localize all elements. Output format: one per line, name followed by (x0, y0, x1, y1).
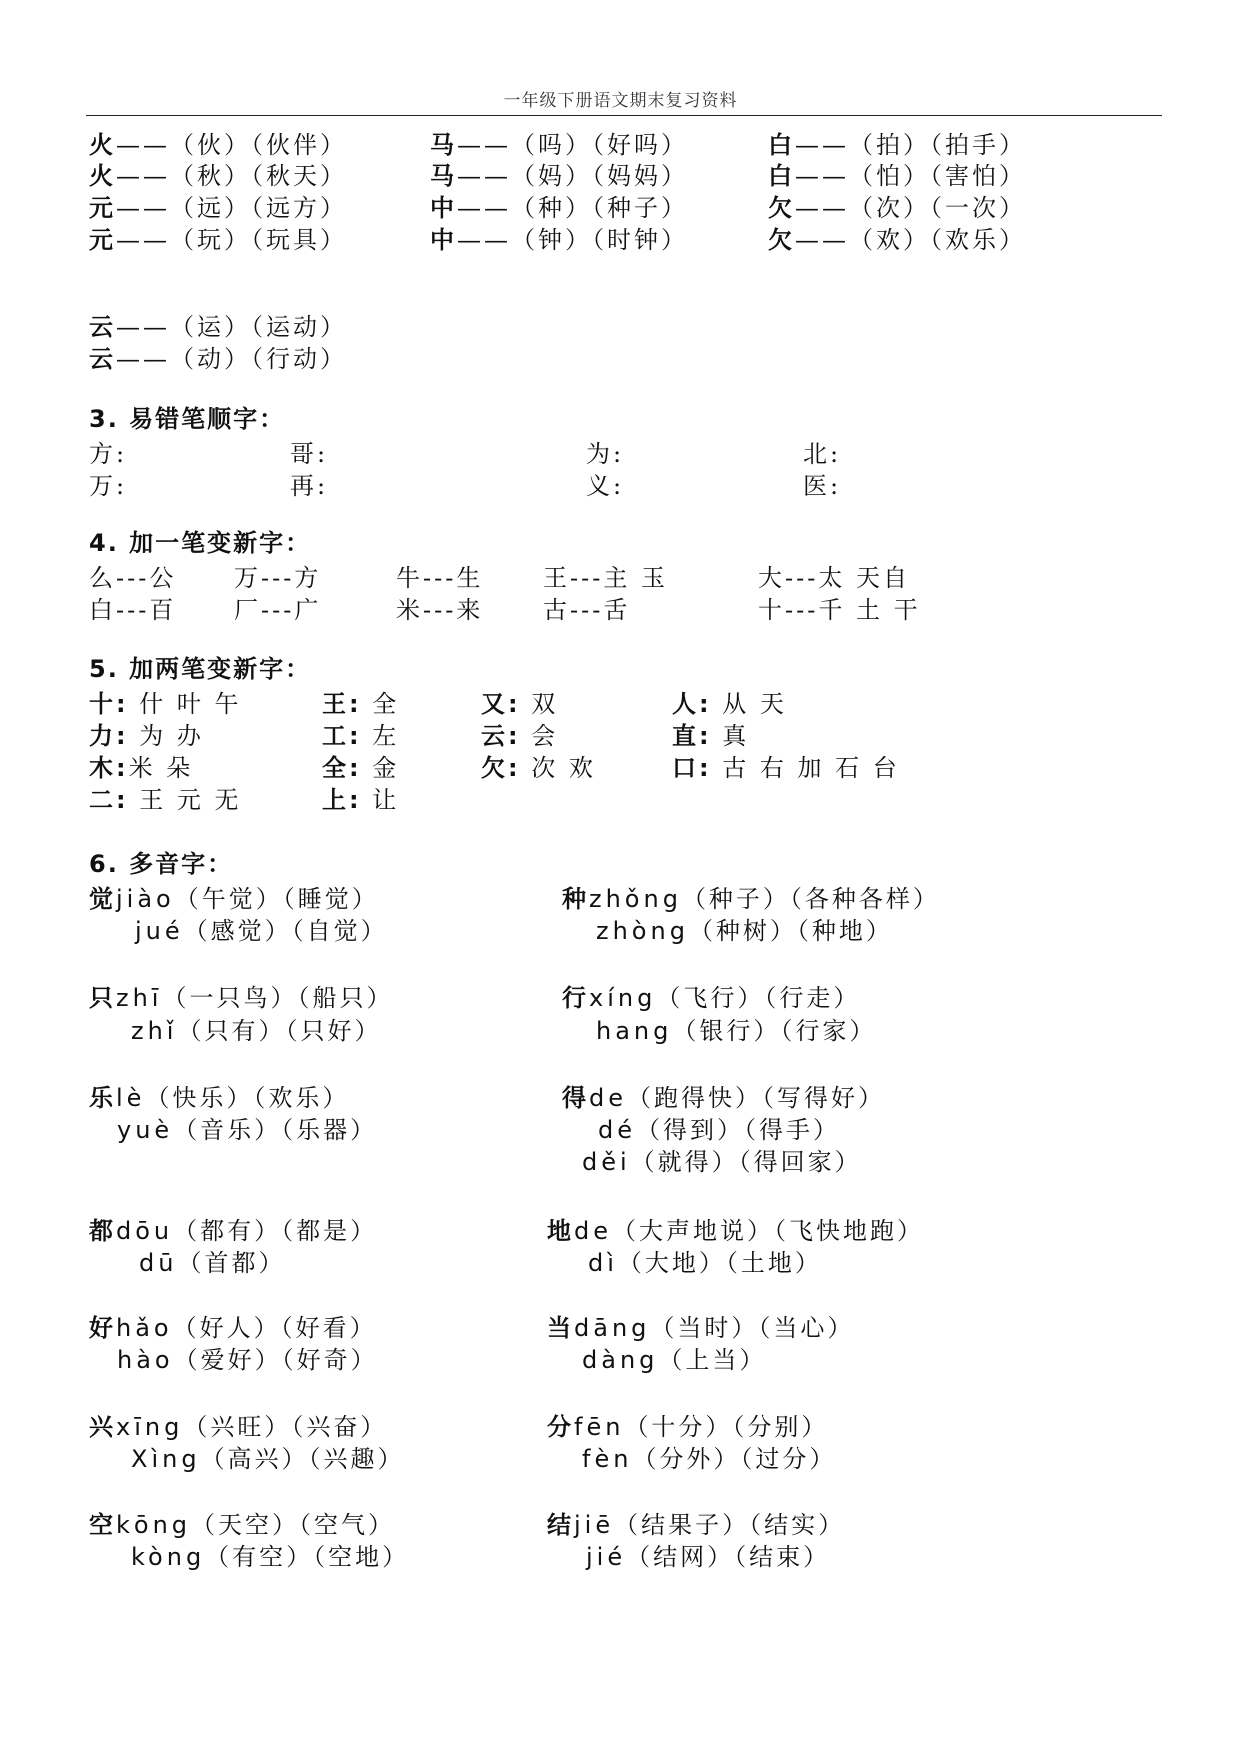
add-two-strokes-row (0, 686, 1241, 722)
polyphone-entry: 行xíng（飞行）（行走） (562, 984, 861, 1012)
add-one-stroke-row (0, 560, 1241, 596)
polyphone-entry: zhòng（种树）（种地） (596, 917, 893, 945)
stroke-order-item: 为: (586, 440, 625, 468)
stroke-order-item: 再: (290, 472, 329, 500)
pair-row (0, 309, 1241, 345)
pair-entry: 中——（种）（种子） (430, 194, 688, 222)
add-one-stroke-item: 米---来 (396, 596, 484, 624)
pair-entry: 云——（动）（行动） (89, 345, 347, 373)
polyphone-entry: kòng（有空）（空地） (131, 1543, 410, 1571)
polyphone-line (0, 1213, 1241, 1249)
pair-row (0, 158, 1241, 194)
add-one-stroke-item: 白---百 (89, 596, 177, 624)
add-two-strokes-item: 上: 让 (322, 786, 400, 814)
polyphone-entry: dū（首都） (139, 1249, 286, 1277)
add-two-strokes-item: 又: 双 (481, 690, 559, 718)
stroke-order-row (0, 468, 1241, 504)
polyphone-entry: 地de（大声地说）（飞快地跑） (547, 1217, 924, 1245)
add-two-strokes-row (0, 782, 1241, 818)
stroke-order-item: 万: (89, 472, 128, 500)
polyphone-line (0, 1245, 1241, 1281)
pair-row (0, 341, 1241, 377)
add-two-strokes-item: 直: 真 (672, 722, 750, 750)
add-two-strokes-item: 欠: 次 欢 (481, 754, 596, 782)
pair-entry: 中——（钟）（时钟） (430, 226, 688, 254)
polyphone-entry: děi（就得）（得回家） (582, 1148, 862, 1176)
add-one-stroke-item: 万---方 (234, 564, 322, 592)
pair-row (0, 190, 1241, 226)
polyphone-entry: zhǐ（只有）（只好） (131, 1017, 382, 1045)
polyphone-entry: 只zhī（一只鸟）（船只） (89, 984, 394, 1012)
polyphone-line (0, 1144, 1241, 1180)
add-two-strokes-item: 口: 古 右 加 石 台 (672, 754, 900, 782)
polyphone-line (0, 1342, 1241, 1378)
polyphone-line (0, 1409, 1241, 1445)
polyphone-entry: 兴xīng（兴旺）（兴奋） (89, 1413, 388, 1441)
pair-entry: 火——（伙）（伙伴） (89, 131, 347, 159)
polyphone-line (0, 913, 1241, 949)
polyphone-entry: 分fēn（十分）（分别） (547, 1413, 829, 1441)
polyphone-entry: dì（大地）（土地） (588, 1249, 822, 1277)
add-one-stroke-item: 牛---生 (396, 564, 484, 592)
polyphone-entry: yuè（音乐）（乐器） (117, 1116, 378, 1144)
section-heading-add-two-strokes: 5. 加两笔变新字： (89, 655, 312, 683)
page-header-title: 一年级下册语文期末复习资料 (503, 91, 738, 111)
pair-entry: 马——（妈）（妈妈） (430, 162, 688, 190)
add-one-stroke-item: 么---公 (89, 564, 177, 592)
add-one-stroke-item: 大---太 天自 (758, 564, 910, 592)
add-one-stroke-item: 古---舌 (543, 596, 631, 624)
section-heading-stroke-order: 3. 易错笔顺字： (89, 405, 286, 433)
polyphone-line (0, 1539, 1241, 1575)
polyphone-entry: hang（银行）（行家） (596, 1017, 877, 1045)
add-two-strokes-item: 十: 什 叶 午 (89, 690, 242, 718)
polyphone-entry: 觉jiào（午觉）（睡觉） (89, 885, 379, 913)
add-one-stroke-item: 王---主 玉 (543, 564, 668, 592)
polyphone-entry: 当dāng（当时）（当心） (547, 1314, 855, 1342)
add-two-strokes-row (0, 718, 1241, 754)
pair-entry: 欠——（次）（一次） (768, 194, 1026, 222)
pair-entry: 白——（怕）（害怕） (768, 162, 1026, 190)
section-heading-add-one-stroke: 4. 加一笔变新字： (89, 529, 312, 557)
polyphone-entry: Xìng（高兴）（兴趣） (131, 1445, 405, 1473)
add-two-strokes-item: 王: 全 (322, 690, 400, 718)
stroke-order-item: 北: (803, 440, 842, 468)
polyphone-line (0, 1112, 1241, 1148)
stroke-order-item: 医: (803, 472, 842, 500)
pair-entry: 火——（秋）（秋天） (89, 162, 347, 190)
polyphone-entry: 种zhǒng（种子）（各种各样） (562, 885, 940, 913)
add-two-strokes-item: 全: 金 (322, 754, 400, 782)
polyphone-entry: 得de（跑得快）（写得好） (562, 1084, 885, 1112)
stroke-order-row (0, 436, 1241, 472)
polyphone-entry: 乐lè（快乐）（欢乐） (89, 1084, 350, 1112)
pair-entry: 欠——（欢）（欢乐） (768, 226, 1026, 254)
add-two-strokes-item: 力: 为 办 (89, 722, 204, 750)
pair-entry: 白——（拍）（拍手） (768, 131, 1026, 159)
polyphone-entry: jué（感觉）（自觉） (135, 917, 388, 945)
add-two-strokes-item: 木:米 朵 (89, 754, 194, 782)
polyphone-line (0, 1013, 1241, 1049)
pair-entry: 元——（远）（远方） (89, 194, 347, 222)
polyphone-entry: 结jiē（结果子）（结实） (547, 1511, 846, 1539)
add-two-strokes-row (0, 750, 1241, 786)
add-one-stroke-item: 厂---广 (234, 596, 322, 624)
add-two-strokes-item: 云: 会 (481, 722, 559, 750)
pair-entry: 元——（玩）（玩具） (89, 226, 347, 254)
add-two-strokes-item: 二: 王 元 无 (89, 786, 242, 814)
polyphone-line (0, 1507, 1241, 1543)
add-one-stroke-row (0, 592, 1241, 628)
polyphone-entry: 好hǎo（好人）（好看） (89, 1314, 377, 1342)
polyphone-line (0, 980, 1241, 1016)
stroke-order-item: 义: (586, 472, 625, 500)
pair-entry: 马——（吗）（好吗） (430, 131, 688, 159)
polyphone-entry: fèn（分外）（过分） (582, 1445, 837, 1473)
polyphone-line (0, 881, 1241, 917)
add-one-stroke-item: 十---千 土 干 (758, 596, 921, 624)
polyphone-entry: jié（结网）（结束） (586, 1543, 831, 1571)
polyphone-entry: 都dōu（都有）（都是） (89, 1217, 378, 1245)
polyphone-line (0, 1310, 1241, 1346)
polyphone-entry: 空kōng（天空）（空气） (89, 1511, 396, 1539)
section-heading-polyphones: 6. 多音字： (89, 850, 234, 878)
add-two-strokes-item: 工: 左 (322, 722, 400, 750)
stroke-order-item: 哥: (290, 440, 329, 468)
stroke-order-item: 方: (89, 440, 128, 468)
add-two-strokes-item: 人: 从 天 (672, 690, 787, 718)
polyphone-entry: dé（得到）（得手） (598, 1116, 840, 1144)
pair-row (0, 222, 1241, 258)
polyphone-line (0, 1441, 1241, 1477)
header-rule (86, 115, 1162, 116)
polyphone-line (0, 1080, 1241, 1116)
polyphone-entry: dàng（上当） (582, 1346, 767, 1374)
polyphone-entry: hào（爱好）（好奇） (117, 1346, 378, 1374)
pair-entry: 云——（运）（运动） (89, 313, 347, 341)
